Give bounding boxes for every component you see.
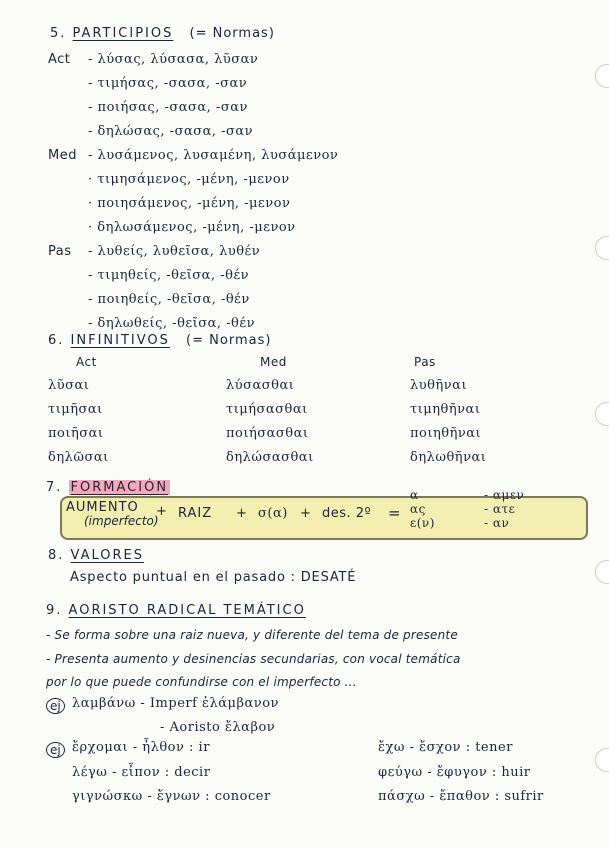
ending-singular: α (410, 488, 419, 502)
ending-singular: ας (410, 502, 426, 516)
section-7-heading (46, 480, 170, 495)
formula-plus: + (300, 506, 312, 521)
infinitive-cell: τιμῆσαι (48, 402, 103, 417)
section-title: FORMACIÓN (70, 480, 169, 495)
section-5-heading (50, 26, 275, 41)
column-header: Med (260, 355, 287, 369)
participle-row: - λυθείς, λυθεῖσα, λυθέν (88, 244, 261, 259)
formula-imperfecto: (imperfecto) (84, 514, 159, 528)
example-line: πάσχω - ἔπαθον : sufrir (378, 789, 544, 804)
participle-row: · τιμησάμενος, -μένη, -μενον (88, 172, 290, 187)
example-mark: ej (46, 698, 65, 714)
section-title: PARTICIPIOS (72, 26, 174, 41)
participle-row: - τιμήσας, -σασα, -σαν (88, 76, 248, 91)
section-number: 6. (48, 333, 65, 348)
section-title: INFINITIVOS (70, 333, 170, 348)
valores-line: Aspecto puntual en el pasado : DESATÉ (70, 570, 357, 585)
section-number: 8. (48, 548, 65, 563)
formula-plus: + (156, 504, 168, 519)
infinitive-cell: τιμήσασθαι (226, 402, 308, 417)
example-line: λέγω - εἶπον : decir (72, 765, 211, 780)
participle-row: - τιμηθείς, -θεῖσα, -θέν (88, 268, 250, 283)
section-9-heading (46, 603, 306, 618)
example-line: ἔρχομαι - ἦλθον : ir (72, 740, 210, 755)
infinitive-cell: δηλώσασθαι (226, 450, 314, 465)
section-note: (= Normas) (186, 333, 272, 348)
formula-sigma: σ(α) (258, 506, 288, 521)
example-line: ἔχω - ἔσχον : tener (378, 740, 513, 755)
formula-equals: = (388, 504, 402, 522)
section-title: AORISTO RADICAL TEMÁTICO (68, 603, 306, 618)
participle-row: - ποιηθείς, -θεῖσα, -θέν (88, 292, 250, 307)
section-8-heading (48, 548, 144, 563)
binder-hole (595, 402, 609, 426)
ending-plural: - αμεν (484, 488, 525, 502)
infinitive-cell: λύσασθαι (226, 378, 295, 393)
infinitive-cell: τιμηθῆναι (410, 402, 481, 417)
row-label: Pas (48, 244, 72, 259)
example-line: φεύγω - ἔφυγον : huir (378, 765, 531, 780)
ending-plural: - αν (484, 516, 510, 530)
formula-raiz: RAIZ (178, 506, 213, 521)
participle-row: · ποιησάμενος, -μένη, -μενον (88, 196, 291, 211)
infinitive-cell: ποιηθῆναι (410, 426, 482, 441)
participle-row: - λυσάμενος, λυσαμένη, λυσάμενον (88, 148, 339, 163)
binder-hole (595, 64, 609, 88)
column-header: Act (76, 355, 97, 369)
participle-row: - δηλώσας, -σασα, -σαν (88, 124, 254, 139)
rule-line: - Presenta aumento y desinencias secundarias, con vocal temática (46, 652, 461, 666)
section-number: 7. (46, 480, 63, 495)
infinitive-cell: ποιήσασθαι (226, 426, 309, 441)
section-6-heading (48, 333, 271, 348)
formula-plus: + (236, 506, 248, 521)
binder-hole (595, 748, 609, 772)
section-title: VALORES (70, 548, 145, 563)
participle-row: - δηλωθείς, -θεῖσα, -θέν (88, 316, 256, 331)
section-number: 5. (50, 26, 67, 41)
infinitive-cell: ποιῆσαι (48, 426, 104, 441)
row-label: Act (48, 52, 71, 67)
section-note: (= Normas) (189, 26, 275, 41)
example-line: γιγνώσκω - ἔγνων : conocer (72, 789, 271, 804)
column-header: Pas (414, 355, 436, 369)
binder-hole (595, 560, 609, 584)
participle-row: · δηλωσάμενος, -μένη, -μενον (88, 220, 296, 235)
rule-line: por lo que puede confundirse con el imperfecto ... (46, 675, 357, 689)
infinitive-cell: λῦσαι (48, 378, 90, 393)
participle-row: - λύσας, λύσασα, λῦσαν (88, 52, 259, 67)
example-line: λαμβάνω - Imperf ἐλάμβανον (72, 696, 279, 711)
row-label: Med (48, 148, 77, 163)
example-mark: ej (46, 742, 65, 758)
section-number: 9. (46, 603, 63, 618)
example-line: - Aoristo ἔλαβον (160, 720, 276, 735)
ending-plural: - ατε (484, 502, 516, 516)
binder-hole (595, 236, 609, 260)
infinitive-cell: λυθῆναι (410, 378, 468, 393)
ending-singular: ε(ν) (410, 516, 435, 530)
participle-row: - ποιήσας, -σασα, -σαν (88, 100, 248, 115)
formula-desinencias: des. 2º (322, 506, 372, 521)
infinitive-cell: δηλωθῆναι (410, 450, 487, 465)
infinitive-cell: δηλῶσαι (48, 450, 109, 465)
rule-line: - Se forma sobre una raiz nueva, y diferente del tema de presente (46, 628, 458, 642)
formula-aumento: AUMENTO (66, 500, 139, 515)
